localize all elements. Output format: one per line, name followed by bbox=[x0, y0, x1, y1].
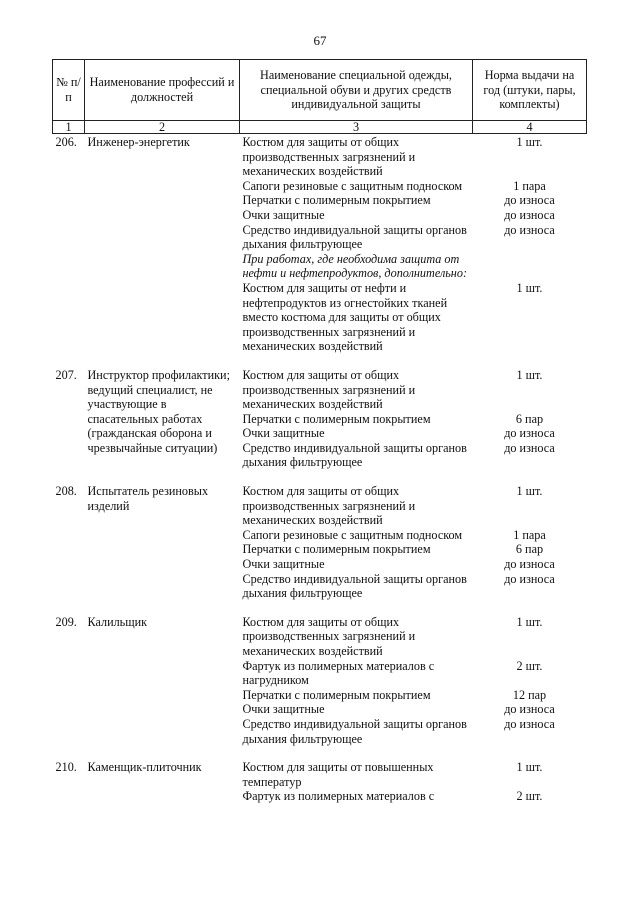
header-profession: Наименование профессий и должностей bbox=[85, 60, 240, 121]
item-name: Костюм для защиты от общих производственных загрязнений и механических воздействий bbox=[242, 367, 416, 412]
spacer-cell bbox=[53, 354, 587, 367]
item-norm: 1 шт. bbox=[516, 760, 543, 775]
header-item: Наименование специальной одежды, специальной обуви и других средств индивидуальной защиты bbox=[240, 60, 473, 121]
column-number: 4 bbox=[473, 121, 587, 134]
table-row bbox=[53, 483, 587, 528]
item-name: Костюм для защиты от общих производственных загрязнений и механических воздействий bbox=[242, 135, 416, 179]
item-norm: 1 шт. bbox=[516, 135, 543, 149]
item-norm: 1 шт. bbox=[516, 367, 543, 382]
item-name: Очки защитные bbox=[242, 207, 325, 222]
profession-name: Инструктор профилактики; ведущий специалист, не участвующие в спасательных работах (гражданская оборона и чрезвычайные ситуации) bbox=[87, 367, 230, 455]
profession-name: Испытатель резиновых изделий bbox=[87, 484, 209, 513]
profession-name: Калильщик bbox=[87, 614, 148, 629]
table-row bbox=[53, 367, 587, 412]
item-norm: до износа bbox=[504, 571, 555, 586]
item-name: Перчатки с полимерным покрытием bbox=[242, 411, 431, 426]
item-norm: 2 шт. bbox=[516, 789, 543, 804]
item-norm: 1 шт. bbox=[516, 614, 543, 629]
item-note: При работах, где необходима защита от нефти и нефтепродуктов, дополнительно: bbox=[242, 251, 467, 281]
item-name: Костюм для защиты от повышенных температур bbox=[242, 760, 434, 789]
item-norm bbox=[473, 252, 587, 281]
item-norm: 12 пар bbox=[512, 687, 547, 702]
entry-number: 207. bbox=[55, 367, 77, 382]
item-name: Средство индивидуальной защиты органов дыхания фильтрующее bbox=[242, 222, 467, 252]
row-spacer bbox=[53, 470, 587, 483]
table-body bbox=[53, 134, 587, 804]
table-row bbox=[53, 759, 587, 789]
item-name: Очки защитные bbox=[242, 702, 325, 717]
item-norm: 1 пара bbox=[513, 178, 546, 193]
item-name: Средство индивидуальной защиты органов дыхания фильтрующее bbox=[242, 571, 467, 601]
table-row bbox=[53, 134, 587, 179]
item-norm: 1 шт. bbox=[516, 484, 543, 499]
item-name: Фартук из полимерных материалов с bbox=[242, 789, 435, 804]
spacer-cell bbox=[53, 601, 587, 614]
item-norm: до износа bbox=[504, 716, 555, 731]
item-norm: 1 шт. bbox=[516, 280, 543, 295]
entry-number: 210. bbox=[55, 760, 77, 775]
norms-table bbox=[52, 59, 587, 804]
item-norm: до износа bbox=[504, 193, 555, 208]
profession-name: Каменщик-плиточник bbox=[87, 760, 202, 775]
entry-number: 209. bbox=[55, 614, 77, 629]
profession-name: Инженер-энергетик bbox=[87, 135, 190, 149]
item-norm: 6 пар bbox=[515, 542, 544, 557]
item-norm: до износа bbox=[504, 426, 555, 441]
item-name: Костюм для защиты от нефти и нефтепродуктов из огнестойких тканей вместо костюма для защиты от общих производственных загрязнений и механических воздействий bbox=[242, 280, 448, 354]
row-spacer bbox=[53, 601, 587, 614]
item-norm: до износа bbox=[504, 207, 555, 222]
item-name: Перчатки с полимерным покрытием bbox=[242, 193, 431, 208]
column-number: 2 bbox=[85, 121, 240, 134]
item-norm: до износа bbox=[504, 557, 555, 572]
table-row bbox=[53, 614, 587, 659]
item-name: Очки защитные bbox=[242, 557, 325, 572]
row-spacer bbox=[53, 746, 587, 759]
item-name: Фартук из полимерных материалов с нагрудником bbox=[242, 658, 435, 688]
entry-number: 208. bbox=[55, 484, 77, 499]
entry-number: 206. bbox=[55, 135, 77, 149]
item-norm: 1 пара bbox=[513, 527, 546, 542]
item-name: Перчатки с полимерным покрытием bbox=[242, 542, 431, 557]
item-norm: до износа bbox=[504, 702, 555, 717]
item-norm: до износа bbox=[504, 440, 555, 455]
item-name: Очки защитные bbox=[242, 426, 325, 441]
item-name: Средство индивидуальной защиты органов дыхания фильтрующее bbox=[242, 716, 467, 746]
item-norm: до износа bbox=[504, 222, 555, 237]
item-name: Сапоги резиновые с защитным подноском bbox=[242, 178, 463, 193]
item-name: Перчатки с полимерным покрытием bbox=[242, 687, 431, 702]
table-header-row bbox=[53, 60, 587, 121]
column-number: 1 bbox=[53, 121, 85, 134]
column-numbers-row bbox=[53, 121, 587, 134]
item-name: Сапоги резиновые с защитным подноском bbox=[242, 527, 463, 542]
item-name: Костюм для защиты от общих производственных загрязнений и механических воздействий bbox=[242, 484, 416, 528]
item-name: Средство индивидуальной защиты органов дыхания фильтрующее bbox=[242, 440, 467, 470]
row-spacer bbox=[53, 354, 587, 367]
item-norm: 2 шт. bbox=[516, 658, 543, 673]
header-num: № п/п bbox=[53, 60, 85, 121]
column-number: 3 bbox=[240, 121, 473, 134]
item-norm: 6 пар bbox=[515, 411, 544, 426]
header-norm: Норма выдачи на год (штуки, пары, комплекты) bbox=[473, 60, 587, 121]
page-number: 67 bbox=[313, 33, 327, 48]
spacer-cell bbox=[53, 746, 587, 759]
item-name: Костюм для защиты от общих производственных загрязнений и механических воздействий bbox=[242, 614, 416, 658]
spacer-cell bbox=[53, 470, 587, 483]
